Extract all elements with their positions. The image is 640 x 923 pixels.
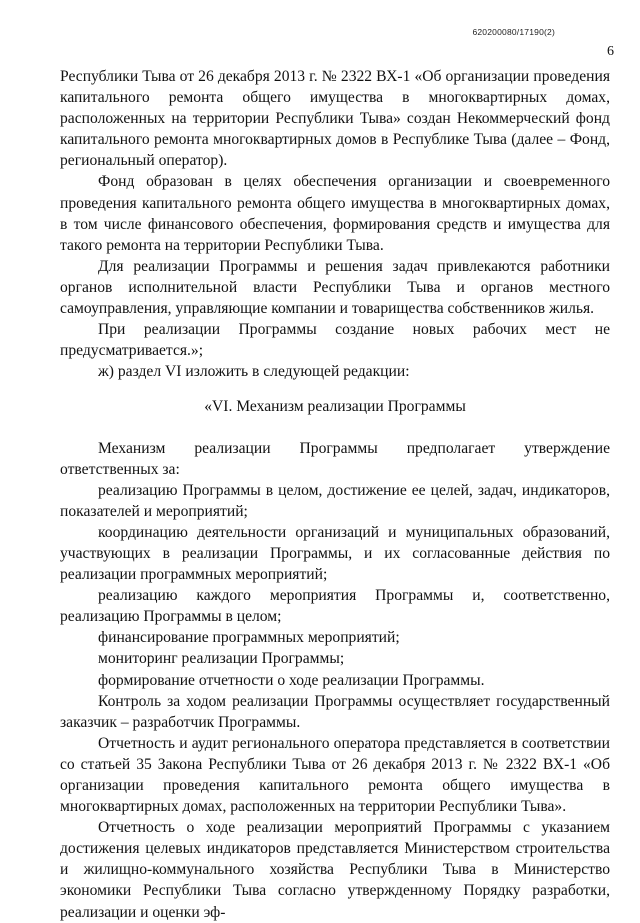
paragraph: При реализации Программы создание новых рабочих мест не предусматривается.»; <box>60 321 610 360</box>
paragraph: Отчетность о ходе реализации мероприятий Программы с указанием достижения целевых индикаторов представляется Министерством строительства и жилищно-коммунального хозяйства Республики Тыва в Министерство экономики Республики Тыва согласно утвержденному Порядку разработки, реализации и оценки эф- <box>60 819 610 921</box>
paragraph: Отчетность и аудит регионального оператора представляется в соответствии со статьей 35 Закона Республики Тыва от 26 декабря 2013 г. № 2322 ВХ-1 «Об организации проведения капитального ремонта общего имущества в многоквартирных домах, расположенных на территории Республики Тыва». <box>60 734 610 816</box>
paragraph: формирование отчетности о ходе реализации Программы. <box>98 671 485 689</box>
document-code: 620200080/17190(2) <box>472 27 555 37</box>
paragraph: Для реализации Программы и решения задач привлекаются работники органов исполнительной власти Республики Тыва и органов местного самоуправления, управляющие компании и товарищества собственников жилья. <box>60 257 610 318</box>
paragraph: реализацию каждого мероприятия Программы и, соответственно, реализацию Программы в целом; <box>60 587 610 626</box>
paragraph: Механизм реализации Программы предполагает утверждение ответственных за: <box>60 439 610 478</box>
paragraph: координацию деятельности организаций и муниципальных образований, участвующих в реализации Программы, и их согласованные действия по реализации программных мероприятий; <box>60 523 610 584</box>
paragraph: Республики Тыва от 26 декабря 2013 г. № 2322 ВХ-1 «Об организации проведения капитального ремонта общего имущества в многоквартирных домах, расположенных на территории Республики Тыва» создан Некоммерческий фонд капитального ремонта многоквартирных домов в Республике Тыва (далее – Фонд, региональный оператор). <box>60 68 610 170</box>
paragraph: Контроль за ходом реализации Программы осуществляет государственный заказчик – разработчик Программы. <box>60 692 610 731</box>
paragraph: финансирование программных мероприятий; <box>98 629 400 647</box>
section-heading: «VI. Механизм реализации Программы <box>204 398 466 416</box>
paragraph: реализацию Программы в целом, достижение ее целей, задач, индикаторов, показателей и мероприятий; <box>60 481 610 520</box>
page-number: 6 <box>607 44 614 59</box>
paragraph: ж) раздел VI изложить в следующей редакции: <box>98 363 410 381</box>
paragraph: Фонд образован в целях обеспечения организации и своевременного проведения капитального ремонта общего имущества в многоквартирных домах, в том числе финансового обеспечения, формирования средств и имущества для такого ремонта на территории Республики Тыва. <box>60 173 610 254</box>
paragraph: мониторинг реализации Программы; <box>98 650 345 668</box>
document-body <box>60 66 610 923</box>
